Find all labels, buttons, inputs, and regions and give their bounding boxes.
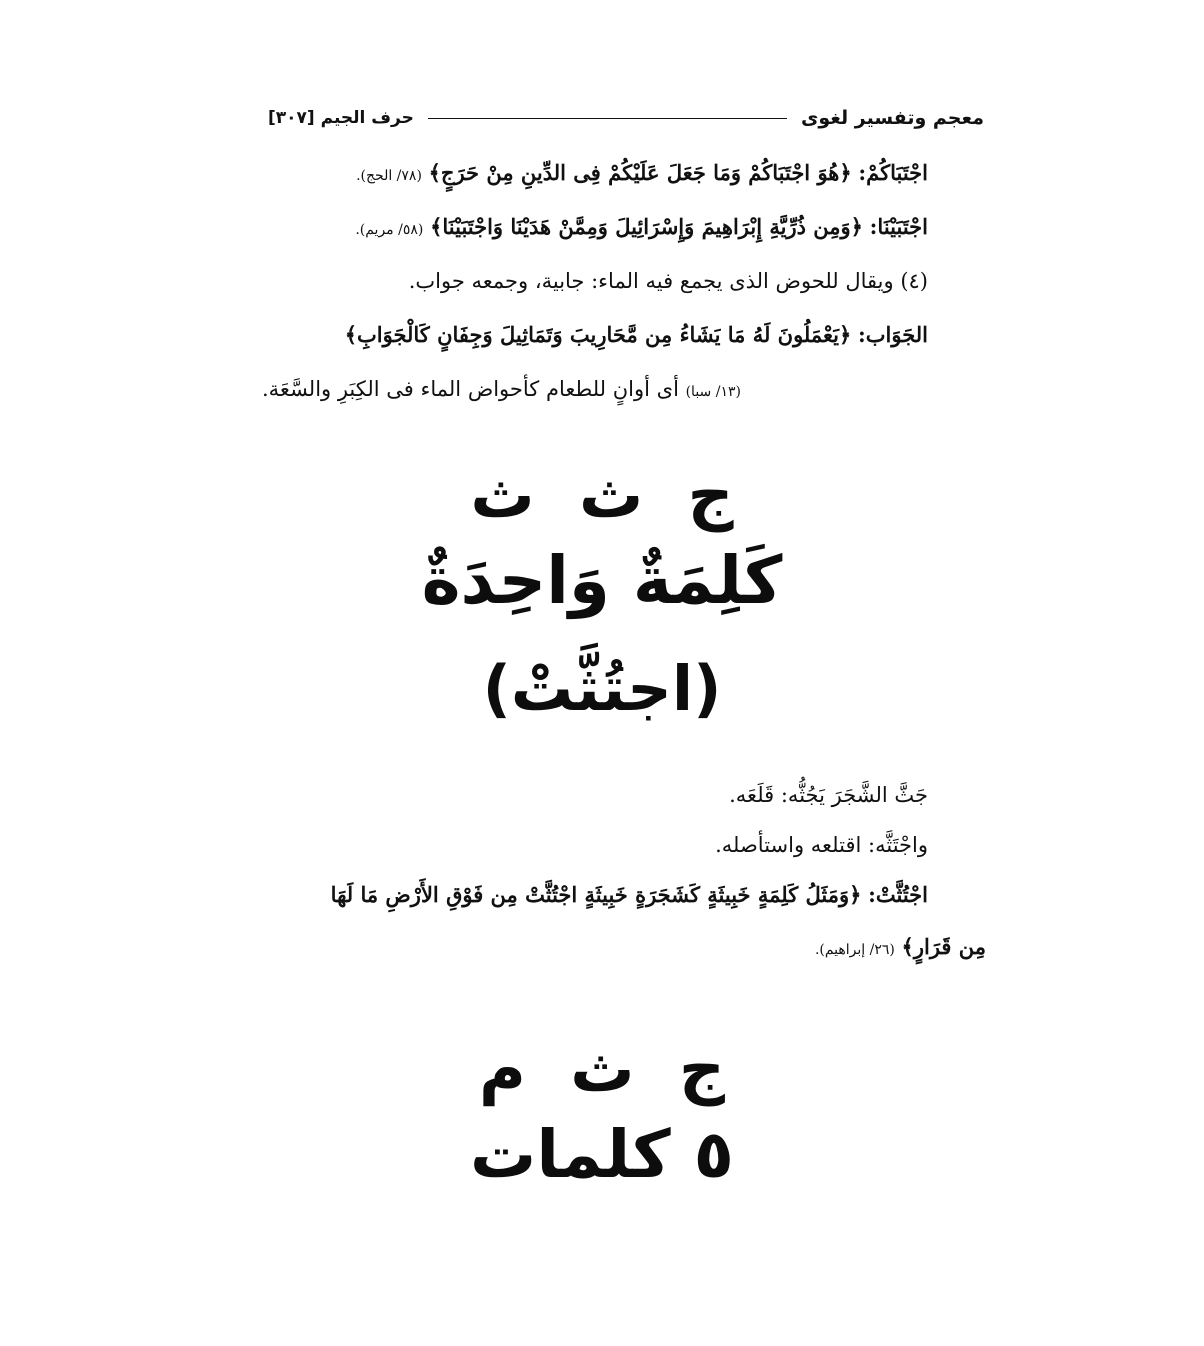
entry-term: اجْتَبَاكُمْ:: [858, 160, 928, 185]
headword: (اجتُثَّتْ): [482, 652, 722, 725]
book-title: معجم وتفسير لغوى: [800, 107, 984, 129]
quran-quote: ﴿وَمَثَلُ كَلِمَةٍ خَبِيثَةٍ كَشَجَرَةٍ خَبِيثَةٍ اجْتُثَّتْ مِن فَوْقِ الأَرْضِ مَا لَهَا: [330, 882, 862, 907]
definition-text: أى أوانٍ للطعام كأحواض الماء فى الكِبَرِ والسَّعَة.: [262, 377, 679, 401]
entry-line: [262, 158, 928, 212]
verse-reference: (١٣/ سبا): [685, 384, 741, 400]
quran-quote: ﴿هُوَ اجْتَبَاكُمْ وَمَا جَعَلَ عَلَيْكُمْ فِى الدِّينِ مِنْ حَرَجٍ﴾: [428, 160, 852, 185]
root-letters: ج ث ث: [470, 459, 734, 533]
entry-line: جَثَّ الشَّجَرَ يَجُثُّه: قَلَعَه.: [729, 783, 928, 807]
word-count: ٥ كلمات: [470, 1116, 734, 1193]
section-title: [268, 108, 414, 128]
root-letters: ج ث م: [479, 1033, 725, 1107]
verse-reference: (٢٦/ إبراهيم).: [814, 942, 895, 958]
entry-jwb: [262, 158, 928, 428]
entry-line: (٤) ويقال للحوض الذى يجمع فيه الماء: جابية، وجمعه جواب.: [408, 269, 928, 293]
section-name: حرف الجيم: [320, 108, 414, 128]
entry-line: واجْتَثَّه: اقتلعه واستأصله.: [715, 833, 928, 857]
entry-jtt: [262, 780, 986, 986]
entry-term: اجْتَبَيْنَا:: [869, 214, 928, 239]
entry-line: [262, 320, 928, 374]
entry-term: الجَوَاب:: [858, 322, 928, 347]
quran-quote: مِن قَرَارٍ﴾: [901, 934, 986, 959]
entry-line: [262, 880, 928, 932]
entry-line: [262, 374, 928, 428]
quran-quote: ﴿يَعْمَلُونَ لَهُ مَا يَشَاءُ مِن مَّحَارِيبَ وَتَمَاثِيلَ وَجِفَانٍ كَالْجَوَابِ﴾: [344, 322, 852, 347]
root-heading-jtm: [300, 1030, 904, 1200]
entry-line: [262, 212, 928, 266]
header-rule: [428, 118, 787, 119]
verse-reference: (٧٨/ الحج).: [356, 168, 422, 184]
quran-quote: ﴿وَمِن ذُرِّيَّةِ إِبْرَاهِيمَ وَإِسْرَائِيلَ وَمِمَّنْ هَدَيْنَا وَاجْتَبَيْنَا﴾: [430, 214, 863, 239]
running-header: [268, 100, 984, 136]
word-count: كَلِمَةٌ وَاحِدَةٌ: [421, 542, 783, 619]
entry-term: اجْتُثَّتْ:: [868, 882, 928, 907]
root-heading-jtt: [300, 456, 904, 734]
entry-line: [262, 932, 986, 986]
page-number: [٣٠٧]: [268, 108, 315, 128]
verse-reference: (٥٨/ مريم).: [355, 222, 424, 238]
